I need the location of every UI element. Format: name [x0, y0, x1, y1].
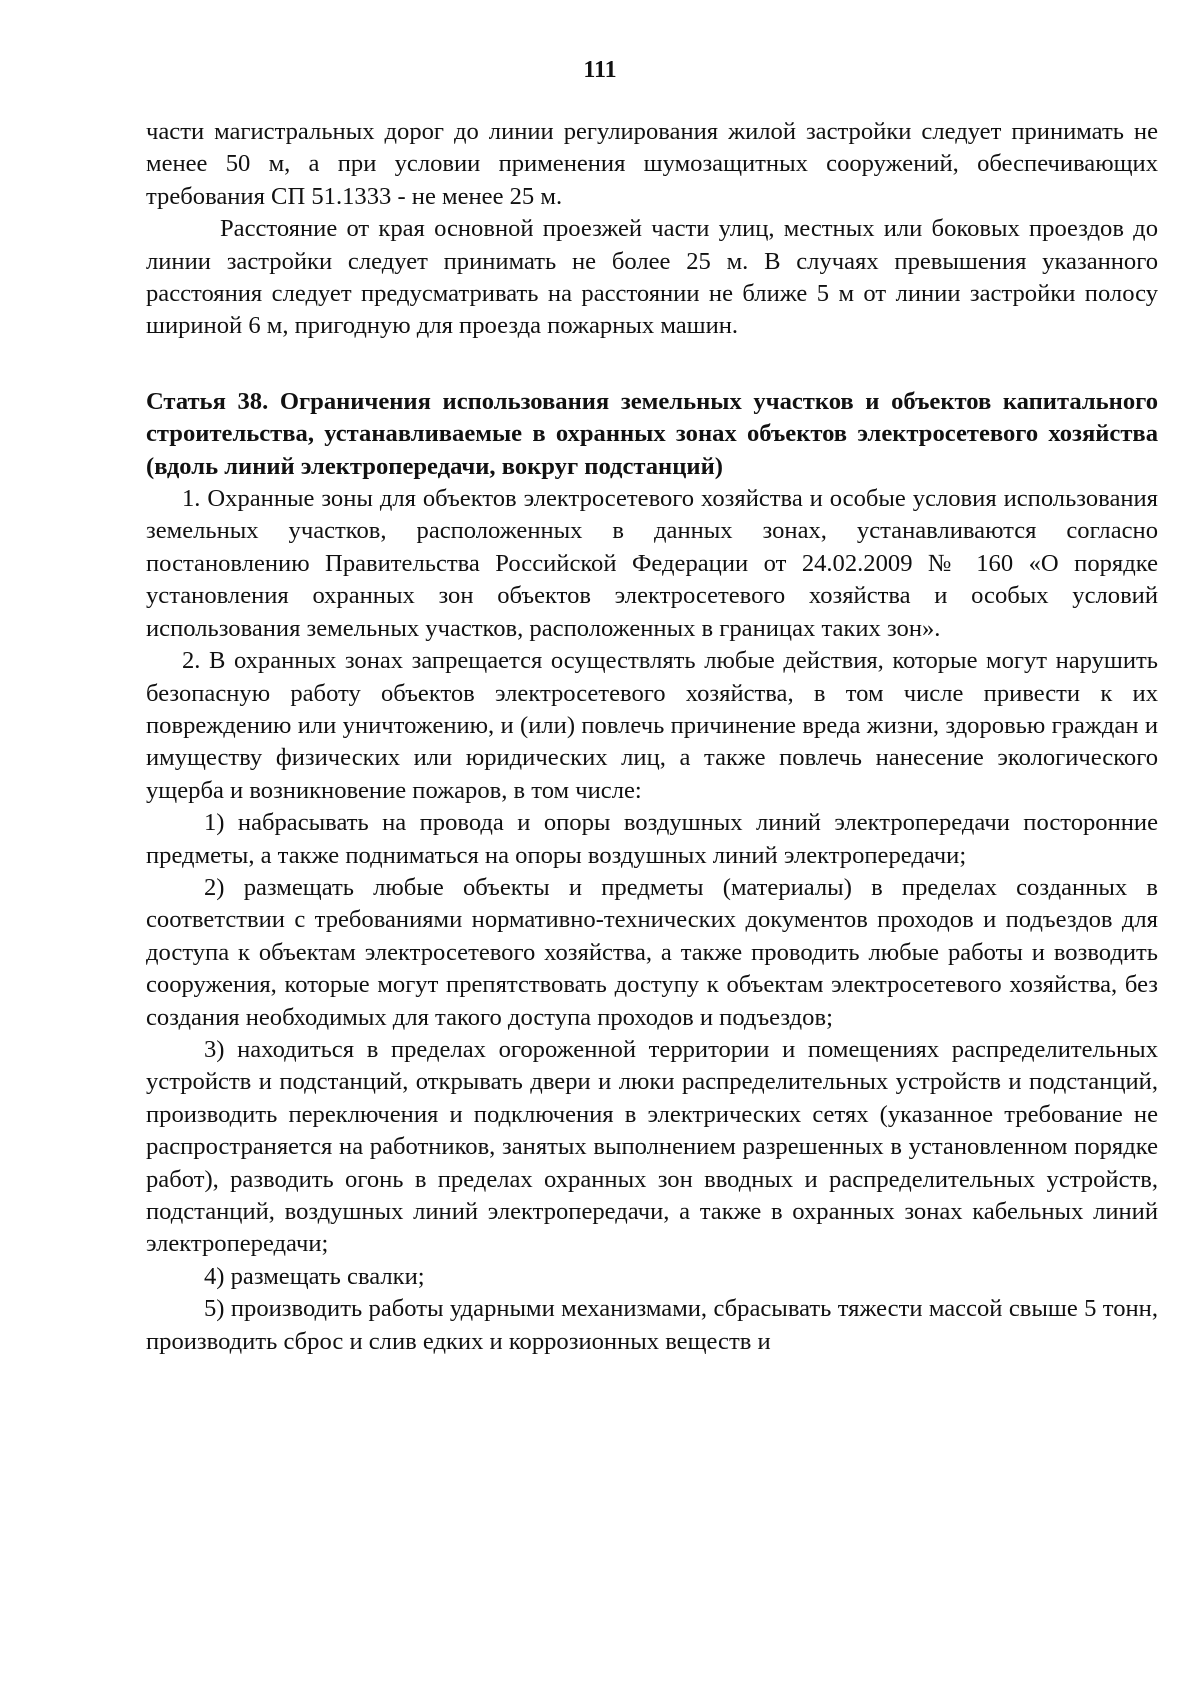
paragraph-continuation: части магистральных дорог до линии регулирования жилой застройки следует принимать не менее 50 м, а при условии применения шумозащитных сооружений, обеспечивающих требования СП 51.1333 - не менее 25 м.: [146, 118, 1158, 210]
document-body: [146, 116, 1158, 1358]
list-item: 1. Охранные зоны для объектов электросетевого хозяйства и особые условия использования земельных участков, расположенных в данных зонах, устанавливаются согласно постановлению Правительства Российской Федерации от 24.02.2009 № 160 «О порядке установления охранных зон объектов электросетевого хозяйства и особых условий использования земельных участков, расположенных в границах таких зон».: [146, 485, 1158, 642]
article-heading: Статья 38. Ограничения использования земельных участков и объектов капитального строительства, устанавливаемые в охранных зонах объектов электросетевого хозяйства (вдоль линий электропередачи, вокруг подстанций): [146, 387, 1158, 480]
sub-list-item: 3) находиться в пределах огороженной территории и помещениях распределительных устройств и подстанций, открывать двери и люки распределительных устройств и подстанций, производить переключения и подключения в электрических сетях (указанное требование не распространяется на работников, занятых выполнением разрешенных в установленном порядке работ), разводить огонь в пределах охранных зон вводных и распределительных устройств, подстанций, воздушных линий электропередачи, а также в охранных зонах кабельных линий электропередачи;: [146, 1035, 1158, 1258]
sub-list-item: 4) размещать свалки;: [204, 1262, 425, 1290]
paragraph-distance: Расстояние от края основной проезжей части улиц, местных или боковых проездов до линии застройки следует принимать не более 25 м. В случаях превышения указанного расстояния следует предусматривать на расстоянии не ближе 5 м от линии застройки полосу шириной 6 м, пригодную для проезда пожарных машин.: [146, 215, 1158, 340]
sub-list-item: 5) производить работы ударными механизмами, сбрасывать тяжести массой свыше 5 тонн, производить сброс и слив едких и коррозионных веществ и: [146, 1295, 1158, 1355]
page-number: 111: [583, 57, 617, 83]
sub-list-item: 2) размещать любые объекты и предметы (материалы) в пределах созданных в соответствии с требованиями нормативно-технических документов проходов и подъездов для доступа к объектам электросетевого хозяйства, а также проводить любые работы и возводить сооружения, которые могут препятствовать доступу к объектам электросетевого хозяйства, без создания необходимых для такого доступа проходов и подъездов;: [146, 873, 1158, 1031]
list-item: 2. В охранных зонах запрещается осуществлять любые действия, которые могут нарушить безопасную работу объектов электросетевого хозяйства, в том числе привести к их повреждению или уничтожению, и (или) повлечь причинение вреда жизни, здоровью граждан и имуществу физических или юридических лиц, а также повлечь нанесение экологического ущерба и возникновение пожаров, в том числе:: [146, 647, 1158, 804]
sub-list-item: 1) набрасывать на провода и опоры воздушных линий электропередачи посторонние предметы, а также подниматься на опоры воздушных линий электропередачи;: [146, 809, 1158, 869]
